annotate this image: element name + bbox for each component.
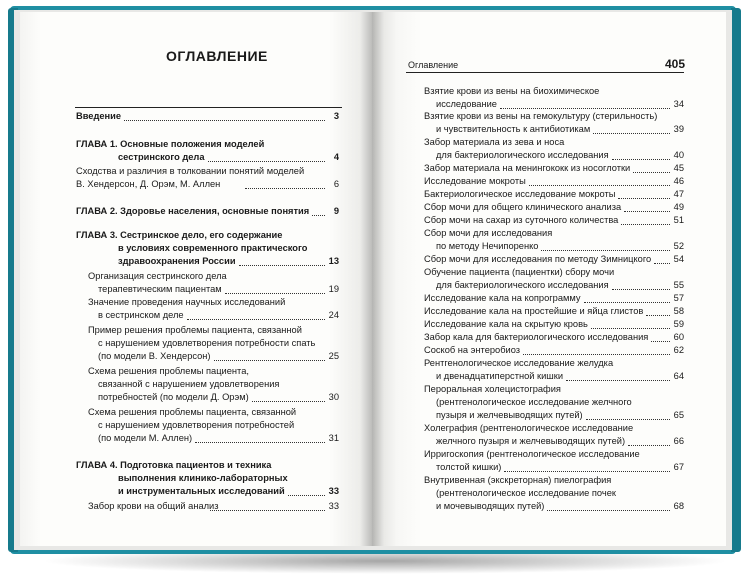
toc-page-number: 67: [673, 461, 684, 472]
toc-leader-dots: [621, 213, 670, 225]
toc-entry-line: Организация сестринского дела: [88, 271, 227, 281]
toc-title-rule: [75, 107, 342, 108]
toc-entry-line: Пример решения проблемы пациента, связанной: [88, 325, 302, 335]
toc-page-number: 54: [673, 254, 684, 264]
toc-entry-line: Исследование кала на простейшие и яйца глистов: [424, 306, 644, 316]
page-number: 405: [665, 57, 686, 71]
toc-leader-dots: [593, 122, 670, 134]
toc-entry-line: Забор материала на менингококк из носоглотки: [424, 163, 631, 173]
toc-entry-line: Холеграфия (рентгенологическое исследование: [424, 423, 634, 433]
toc-title: ОГЛАВЛЕНИЕ: [166, 48, 268, 64]
running-header-rule: [406, 72, 684, 73]
toc-entry-line: Исследование мокроты: [424, 176, 526, 186]
toc-page-number: 60: [673, 332, 684, 342]
toc-entry-line: по методу Нечипоренко: [436, 240, 539, 251]
toc-entry-line: выполнения клинико-лабораторных: [118, 473, 288, 483]
toc-page-number: 59: [673, 319, 684, 329]
toc-entry-line: в сестринском деле: [98, 310, 184, 320]
toc-entry-line: Бактериологическое исследование мокроты: [424, 189, 616, 199]
toc-leader-dots: [628, 434, 670, 446]
toc-page-number: 68: [673, 500, 684, 511]
toc-page-number: 34: [673, 98, 684, 109]
toc-leader-dots: [651, 330, 670, 342]
toc-entry-line: Сбор мочи для общего клинического анализа: [424, 202, 622, 212]
toc-leader-dots: [239, 254, 325, 266]
toc-entry-line: желчного пузыря и желчевыводящих путей): [436, 435, 626, 446]
toc-entry-line: Ирригоскопия (рентгенологическое исследование: [424, 449, 640, 459]
toc-page-number: 66: [673, 435, 684, 446]
toc-entry-line: Сходства и различия в толковании понятий моделей: [76, 166, 305, 176]
toc-entry-line: Сбор мочи для исследования: [424, 228, 553, 238]
toc-entry-line: связанной с нарушением удовлетворения: [98, 379, 280, 389]
toc-leader-dots: [612, 278, 670, 290]
toc-entry-line: для бактериологического исследования: [436, 149, 609, 160]
toc-page-number: 24: [328, 310, 339, 320]
toc-entry-line: (по модели М. Аллен): [98, 433, 193, 443]
toc-leader-dots: [225, 282, 325, 294]
toc-entry-line: пузыря и желчевыводящих путей): [436, 409, 583, 420]
toc-entry-line: Сбор мочи для исследования по методу Зимницкого: [424, 254, 652, 264]
cover-edge-right: [731, 8, 741, 552]
toc-leader-dots: [646, 304, 670, 316]
toc-page-number: 52: [673, 240, 684, 251]
toc-leader-dots: [500, 97, 670, 109]
toc-leader-dots: [547, 499, 670, 511]
toc-entry-line: с нарушением удовлетворения потребностей: [98, 420, 295, 430]
toc-entry-line: Забор крови на общий анализ: [88, 501, 219, 511]
toc-entry-line: в условиях современного практического: [118, 243, 308, 253]
toc-page-number: 64: [673, 370, 684, 381]
toc-leader-dots: [624, 200, 670, 212]
toc-page-number: 45: [673, 163, 684, 173]
toc-page-number: 39: [673, 123, 684, 134]
toc-leader-dots: [214, 349, 325, 361]
toc-page-number: 55: [673, 279, 684, 290]
toc-leader-dots: [541, 239, 670, 251]
toc-leader-dots: [566, 369, 670, 381]
toc-page-number: 65: [673, 409, 684, 420]
toc-leader-dots: [523, 343, 670, 355]
toc-leader-dots: [612, 148, 670, 160]
toc-entry-line: Взятие крови из вены на биохимическое: [424, 86, 600, 96]
toc-leader-dots: [288, 484, 325, 496]
toc-entry-line: Введение: [76, 111, 122, 121]
toc-page-number: 49: [673, 202, 684, 212]
toc-entry-line: ГЛАВА 2. Здоровье населения, основные понятия: [76, 206, 310, 216]
toc-leader-dots: [208, 150, 326, 162]
toc-leader-dots: [633, 161, 670, 173]
toc-entry-line: потребностей (по модели Д. Орэм): [98, 392, 249, 402]
toc-entry-line: сестринского дела: [118, 152, 205, 162]
running-header-label: Оглавление: [408, 60, 459, 70]
book-spine-shade: [360, 12, 384, 546]
toc-page-number: 46: [673, 176, 684, 186]
toc-entry-line: терапевтическим пациентам: [98, 284, 222, 294]
toc-leader-dots: [252, 390, 325, 402]
toc-leader-dots: [586, 408, 670, 420]
toc-page-number: 4: [333, 152, 339, 162]
toc-entry-line: с нарушением удовлетворения потребности спать: [98, 338, 316, 348]
toc-entry-line: Внутривенная (экскреторная) пиелография: [424, 475, 612, 485]
toc-leader-dots: [210, 499, 325, 511]
toc-entry-line: толстой кишки): [436, 461, 502, 472]
toc-entry-line: Сбор мочи на сахар из суточного количества: [424, 215, 619, 225]
toc-entry-line: Забор кала для бактериологического исследования: [424, 332, 649, 342]
toc-entry-line: Взятие крови из вены на гемокультуру (стерильность): [424, 111, 658, 121]
toc-page-number: 40: [673, 149, 684, 160]
toc-entry-line: Значение проведения научных исследований: [88, 297, 286, 307]
toc-entry-line: ГЛАВА 1. Основные положения моделей: [76, 139, 265, 149]
toc-leader-dots: [654, 252, 670, 264]
toc-entry-line: Соскоб на энтеробиоз: [424, 345, 521, 355]
toc-leader-dots: [312, 204, 325, 216]
toc-leader-dots: [591, 317, 670, 329]
toc-entry-line: (по модели В. Хендерсон): [98, 351, 211, 361]
toc-page-number: 58: [673, 306, 684, 316]
toc-page-number: 62: [673, 345, 684, 355]
toc-entry-line: (рентгенологическое исследование желчного: [436, 396, 632, 407]
toc-entry-line: Схема решения проблемы пациента,: [88, 366, 249, 376]
toc-page-number: 19: [328, 284, 339, 294]
toc-entry-line: В. Хендерсон, Д. Орэм, М. Аллен: [76, 179, 221, 189]
toc-leader-dots: [504, 460, 670, 472]
toc-entry-line: для бактериологического исследования: [436, 279, 609, 290]
toc-page-number: 33: [328, 486, 339, 496]
toc-page-number: 51: [673, 215, 684, 225]
toc-leader-dots: [584, 291, 670, 303]
toc-entry-line: и чувствительность к антибиотикам: [436, 123, 591, 134]
toc-leader-dots: [245, 177, 325, 189]
toc-entry-line: и двенадцатиперстной кишки: [436, 370, 564, 381]
toc-page-number: 6: [333, 179, 339, 189]
toc-entry-line: (рентгенологическое исследование почек: [436, 487, 616, 498]
toc-leader-dots: [529, 174, 670, 186]
toc-entry-line: ГЛАВА 4. Подготовка пациентов и техника: [76, 460, 272, 470]
toc-entry-line: Пероральная холецистография: [424, 384, 561, 394]
toc-leader-dots: [195, 431, 325, 443]
toc-entry-line: Обучение пациента (пациентки) сбору мочи: [424, 267, 615, 277]
toc-entry-line: и инструментальных исследований: [118, 486, 285, 496]
toc-page-number: 13: [328, 256, 339, 266]
toc-entry-line: Рентгенологическое исследование желудка: [424, 358, 614, 368]
toc-page-number: 3: [333, 111, 339, 121]
toc-leader-dots: [124, 109, 325, 121]
toc-entry-line: Исследование кала на копрограмму: [424, 293, 581, 303]
toc-page-number: 33: [328, 501, 339, 511]
toc-page-number: 57: [673, 293, 684, 303]
toc-entry-line: ГЛАВА 3. Сестринское дело, его содержание: [76, 230, 283, 240]
toc-page-number: 30: [328, 392, 339, 402]
toc-entry-line: и мочевыводящих путей): [436, 500, 545, 511]
toc-leader-dots: [187, 308, 325, 320]
toc-page-number: 47: [673, 189, 684, 199]
toc-entry-line: Исследование кала на скрытую кровь: [424, 319, 588, 329]
toc-page-number: 31: [328, 433, 339, 443]
toc-page-number: 9: [333, 206, 339, 216]
toc-leader-dots: [618, 187, 670, 199]
toc-entry-line: исследование: [436, 98, 497, 109]
toc-page-number: 25: [328, 351, 339, 361]
toc-entry-line: Схема решения проблемы пациента, связанной: [88, 407, 297, 417]
toc-entry-line: Забор материала из зева и носа: [424, 137, 565, 147]
toc-entry-line: здравоохранения России: [118, 256, 236, 266]
